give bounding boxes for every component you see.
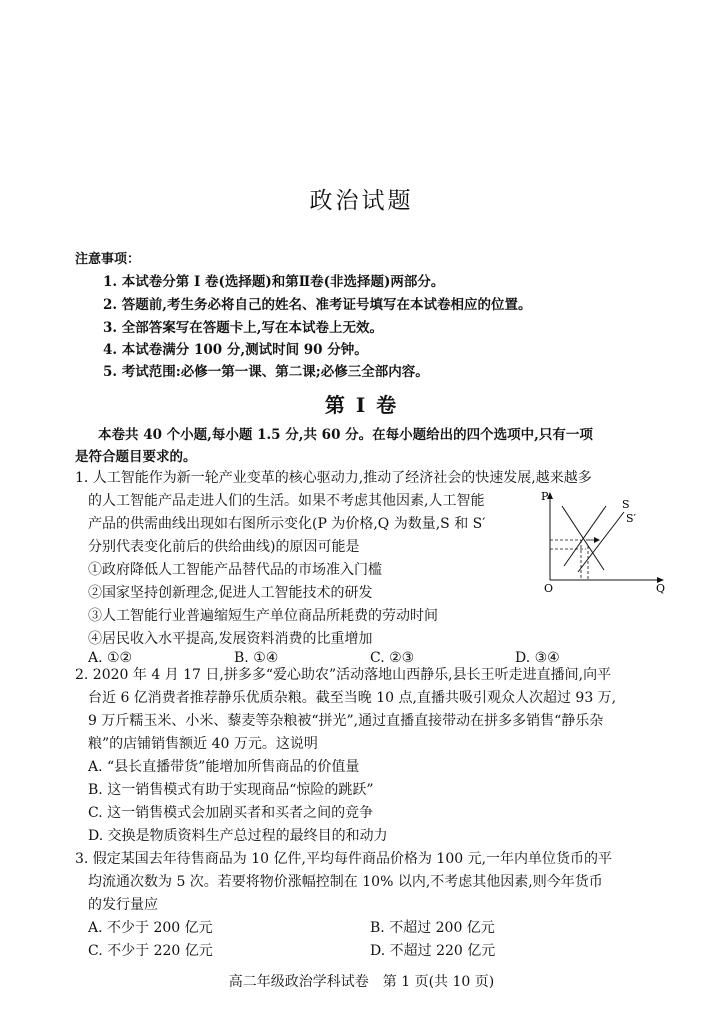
question-2-stem: 2. 2020 年 4 月 17 日,拼多多“爱心助农”活动落地山西静乐,县长王听走进直播间,向平 — [75, 667, 612, 683]
section-title: 第 Ⅰ 卷 — [324, 393, 399, 417]
y-axis-label: P — [541, 490, 549, 503]
note-item: 4. 本试卷满分 100 分,测试时间 90 分钟。 — [103, 342, 368, 358]
question-1-stem: 分别代表变化前后的供给曲线)的原因可能是 — [88, 539, 360, 555]
option-d: D. 不超过 220 亿元 — [370, 943, 496, 959]
note-item: 1. 本试卷分第 Ⅰ 卷(选择题)和第Ⅱ卷(非选择题)两部分。 — [103, 274, 445, 290]
x-axis-label: Q — [656, 582, 666, 595]
supply-curve-s-prime — [578, 512, 624, 572]
option-d: D. ③④ — [515, 650, 560, 666]
question-3-stem: 均流通次数为 5 次。若要将物价涨幅控制在 10% 以内,不考虑其他因素,则今年货币 — [88, 874, 603, 890]
curve-label-s: S — [622, 498, 630, 511]
question-3-stem: 的发行量应 — [88, 897, 158, 913]
option-a: A. ①② — [88, 650, 133, 666]
option-a: A. 不少于 200 亿元 — [88, 920, 213, 936]
section-intro: 是符合题目要求的。 — [75, 449, 197, 465]
page-footer: 高二年级政治学科试卷 第 1 页(共 10 页) — [228, 974, 495, 990]
option-c: C. 不少于 220 亿元 — [88, 943, 213, 959]
question-3-stem: 3. 假定某国去年待售商品为 10 亿件,平均每件商品价格为 100 元,一年内单位货币的平 — [75, 851, 613, 867]
note-item: 3. 全部答案写在答题卡上,写在本试卷上无效。 — [103, 320, 383, 336]
notes-heading: 注意事项： — [75, 252, 141, 267]
page-title: 政治试题 — [309, 188, 414, 214]
question-1-stem: 的人工智能产品走进人们的生活。如果不考虑其他因素,人工智能 — [88, 493, 485, 509]
option-b: B. 这一销售模式有助于实现商品“惊险的跳跃” — [88, 782, 374, 798]
option-a: A. “县长直播带货”能增加所售商品的价值量 — [88, 759, 360, 775]
note-item: 5. 考试范围:必修一第一课、第二课;必修三全部内容。 — [103, 364, 429, 380]
note-item: 2. 答题前,考生务必将自己的姓名、准考证号填写在本试卷相应的位置。 — [103, 297, 532, 313]
question-1-statement: ①政府降低人工智能产品替代品的市场准入门槛 — [88, 562, 382, 578]
question-1-statement: ③人工智能行业普遍缩短生产单位商品所耗费的劳动时间 — [88, 608, 438, 624]
supply-curve-s — [564, 506, 606, 566]
option-c: C. 这一销售模式会加剧买者和买者之间的竞争 — [88, 805, 374, 821]
question-1-stem: 产品的供需曲线出现如右图所示变化(P 为价格,Q 为数量,S 和 S′ — [88, 516, 486, 532]
option-d: D. 交换是物质资料生产总过程的最终目的和动力 — [88, 828, 388, 844]
option-c: C. ②③ — [370, 650, 415, 666]
option-b: B. 不超过 200 亿元 — [370, 920, 495, 936]
question-2-stem: 9 万斤糯玉米、小米、藜麦等杂粮被“拼光”,通过直播直接带动在拼多多销售“静乐杂 — [88, 713, 604, 729]
section-intro: 本卷共 40 个小题,每小题 1.5 分,共 60 分。在每小题给出的四个选项中,只有一项 — [98, 427, 593, 443]
question-2-stem: 粮”的店铺销售额近 40 万元。这说明 — [88, 736, 318, 752]
question-1-statement: ④居民收入水平提高,发展资料消费的比重增加 — [88, 631, 373, 647]
question-2-stem: 台近 6 亿消费者推荐静乐优质杂粮。截至当晚 10 点,直播共吸引观众人次超过 93 万, — [88, 690, 617, 706]
question-1-statement: ②国家坚持创新理念,促进人工智能技术的研发 — [88, 585, 373, 601]
curve-label-s-prime: S′ — [626, 512, 637, 525]
supply-demand-graph — [538, 488, 668, 598]
origin-label: O — [544, 582, 554, 595]
question-1-stem: 1. 人工智能作为新一轮产业变革的核心驱动力,推动了经济社会的快速发展,越来越多 — [75, 470, 592, 486]
option-b: B. ①④ — [234, 650, 279, 666]
shift-arrow-head — [594, 537, 600, 543]
